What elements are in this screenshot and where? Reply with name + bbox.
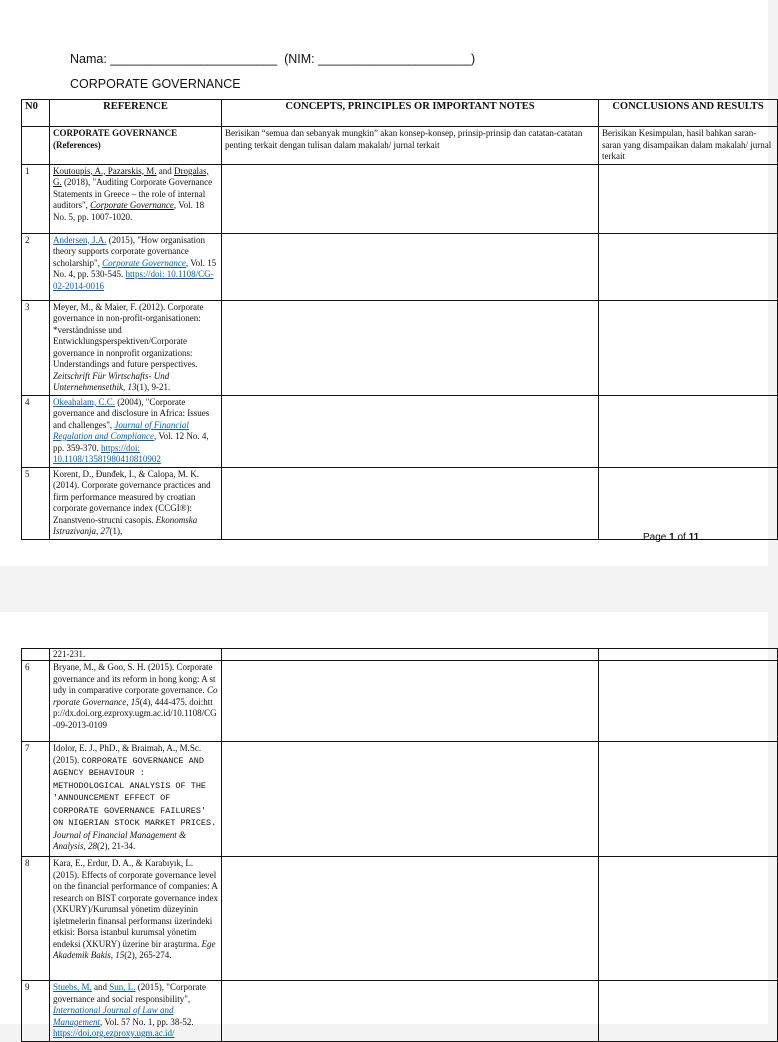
cell-conclusions[interactable] [599, 742, 778, 857]
page-title: CORPORATE GOVERNANCE [70, 77, 241, 91]
cell-conclusions[interactable] [599, 661, 778, 742]
journal-name: Ekonomska Istrazivanja, 27 [53, 514, 198, 536]
reference-subtitle: (References) [53, 139, 101, 150]
cell-conclusions[interactable] [599, 649, 778, 661]
cell-conclusions[interactable] [599, 467, 778, 539]
citation-text: (2018), "Auditing Corporate Governance Statements in Greece – the role of internal auditors", [53, 177, 213, 210]
cell-no: 2 [22, 233, 50, 300]
author-link[interactable]: Andersen, J.A. [53, 234, 107, 245]
author-link[interactable]: Koutoupis, A., Pazarskis, M. [53, 165, 157, 176]
doi-link[interactable]: https://doi.org.ezproxy.ugm.ac.id/ [53, 1028, 175, 1038]
journal-name: Corporate Governance, 15 [53, 685, 218, 707]
author-link[interactable]: Drogalas, G. [53, 165, 209, 187]
cell-concepts[interactable] [222, 661, 599, 742]
page-label: Page [643, 532, 670, 543]
cell-concepts[interactable] [222, 649, 599, 661]
cell-no: 8 [22, 857, 50, 981]
author-link[interactable]: Sun, L. [109, 982, 136, 992]
table-row [22, 233, 778, 300]
cell-no [22, 649, 50, 661]
citation-text: Meyer, M., & Maier, F. (2012). Corporate governance in non-profit-organisationen: *verständnisse und Entwicklungsperspektiven/Corporate governance in nonprofit organizations: Understandings and future perspectives. [53, 301, 204, 369]
citation-text: Kara, E., Erdur, D. A., & Karabıyık, L. (2015). Effects of corporate governance level on the financial performance of companies: A research on BIST corporate governance index (XKURY)/Kurumsal yönetim düzeyinin işletmelerin finansal performansı üzerindeki etkisi: Borsa istanbul kurumsal yönetim endeksi (XKURY) üzerine bir araştırma. [53, 858, 219, 949]
reference-table [21, 99, 778, 540]
cell-reference [50, 742, 222, 857]
column-header-no: N0 [22, 100, 50, 127]
citation-text: (1), [109, 526, 123, 536]
citation-text: (2015), "Corporate governance and social responsibility", [53, 982, 206, 1004]
total-pages: 11 [688, 532, 700, 543]
cell-no [22, 127, 50, 165]
table-row [22, 395, 778, 467]
author-link[interactable]: Okeahalam, C.C. [53, 396, 115, 407]
reference-table-continued [21, 648, 778, 1042]
cell-no: 9 [22, 981, 50, 1042]
cell-reference [50, 127, 222, 165]
doi-link[interactable]: https://doi: 10.1108/13581980410810902 [53, 442, 161, 464]
cell-no: 4 [22, 395, 50, 467]
journal-link[interactable]: Corporate Governance [102, 257, 186, 268]
cell-reference [50, 233, 222, 300]
journal-link[interactable]: Journal of Financial Regulation and Compliance [53, 419, 189, 441]
cell-reference [50, 857, 222, 981]
journal-name: Ege Akademik Bakis, 15 [53, 938, 216, 960]
cell-conclusions: Berisikan Kesimpulan, hasil bahkan saran-saran yang disampaikan dalam makalah/ jurnal terkait [599, 127, 778, 165]
cell-no: 3 [22, 300, 50, 395]
cell-concepts[interactable] [222, 467, 599, 539]
column-header-conclusions: CONCLUSIONS AND RESULTS [599, 100, 778, 127]
cell-no: 7 [22, 742, 50, 857]
cell-no: 1 [22, 164, 50, 233]
cell-conclusions[interactable] [599, 395, 778, 467]
and-text: and [91, 982, 110, 992]
doi-link[interactable]: https://doi: 10.1108/CG-02-2014-0016 [53, 269, 214, 291]
citation-text: (1), 9-21. [136, 382, 171, 392]
journal-name: Journal of Financial Management & Analysis, 28 [53, 829, 186, 851]
citation-text: (2), 21-34. [97, 841, 136, 851]
table-row [22, 661, 778, 742]
table-row [22, 857, 778, 981]
reference-title: CORPORATE GOVERNANCE [53, 128, 178, 138]
cell-concepts[interactable] [222, 164, 599, 233]
citation-text: , Vol. 12 No. 4, pp. 359-370. [53, 431, 209, 453]
cell-no: 6 [22, 661, 50, 742]
table-row [22, 300, 778, 395]
author-link[interactable]: Stuebs, M. [53, 982, 92, 992]
citation-text: (4), 444-475. doi:http://dx.doi.org.ezproxy.ugm.ac.id/10.1108/CG-09-2013-0109 [53, 696, 217, 730]
current-page: 1 [669, 532, 675, 543]
column-header-concepts: CONCEPTS, PRINCIPLES OR IMPORTANT NOTES [222, 100, 599, 127]
cell-concepts[interactable] [222, 981, 599, 1042]
cell-concepts[interactable] [222, 742, 599, 857]
name-nim-line: Nama: ________________________ (NIM: ______________________) [70, 52, 476, 66]
citation-text: (2), 265-274. [124, 950, 172, 960]
table-row-intro [22, 127, 778, 165]
of-label: of [674, 532, 689, 543]
table-row [22, 164, 778, 233]
cell-reference [50, 467, 222, 539]
citation-text: , Vol. 57 No. 1, pp. 38-52. [100, 1016, 194, 1027]
citation-title-caps: CORPORATE GOVERNANCE AND AGENCY BEHAVIOUR : METHODOLOGICAL ANALYSIS OF THE 'ANNOUNCEMENT EFFECT OF CORPORATE GOVERNANCE FAILURES' ON NIGERIAN STOCK MARKET PRICES. [53, 755, 217, 828]
journal-link[interactable]: Corporate Governance [90, 200, 174, 210]
citation-text: , Vol. 18 No. 5, pp. 1007-1020. [53, 200, 205, 222]
cell-conclusions[interactable] [599, 857, 778, 981]
cell-reference [50, 164, 222, 233]
cell-reference [50, 981, 222, 1042]
cell-conclusions[interactable] [599, 164, 778, 233]
cell-concepts: Berisikan “semua dan sebanyak mungkin” akan konsep-konsep, prinsip-prinsip dan catatan-catatan penting terkait dengan tulisan dalam makalah/ jurnal terkait [222, 127, 599, 165]
table-header-row [22, 100, 778, 127]
cell-concepts[interactable] [222, 233, 599, 300]
column-header-reference: REFERENCE [50, 100, 222, 127]
cell-conclusions[interactable] [599, 300, 778, 395]
citation-text: Idolor, E. J., PhD., & Braimah, A., M.Sc. (2015). [53, 743, 202, 765]
cell-conclusions[interactable] [599, 981, 778, 1042]
and-text: and [156, 165, 174, 176]
table-row [22, 467, 778, 539]
journal-name: Zeitschrift Für Wirtschafts- Und Unternehmensethik, 13 [53, 370, 170, 392]
citation-text: Korent, D., Đunđek, I., & Calopa, M. K. (2014). Corporate governance practices and firm performance measured by croatian corporate governance index (CCGI®): Znanstveno-strucni casopis. [53, 468, 211, 525]
table-row [22, 742, 778, 857]
page-number [643, 532, 699, 543]
cell-reference [50, 395, 222, 467]
cell-reference: 221-231. [50, 649, 222, 661]
cell-concepts[interactable] [222, 300, 599, 395]
cell-no: 5 [22, 467, 50, 539]
cell-concepts[interactable] [222, 857, 599, 981]
citation-text: Bryane, M., & Goo, S. H. (2015). Corporate governance and its reform in hong kong: A study in comparative corporate governance. [53, 662, 216, 695]
cell-concepts[interactable] [222, 395, 599, 467]
journal-link[interactable]: International Journal of Law and Management [53, 1005, 174, 1027]
cell-conclusions[interactable] [599, 233, 778, 300]
document-page-2 [0, 612, 768, 1038]
cell-reference [50, 661, 222, 742]
citation-text: , Vol. 15 No. 4, pp. 530-545. [53, 257, 217, 279]
citation-text: (2004), "Corporate governance and disclosure in Africa: Issues and challenges", [53, 396, 210, 430]
cell-reference [50, 300, 222, 395]
citation-text: (2015), "How organisation theory supports corporate governance scholarship", [53, 234, 205, 268]
table-row-continued [22, 649, 778, 661]
table-row [22, 981, 778, 1042]
